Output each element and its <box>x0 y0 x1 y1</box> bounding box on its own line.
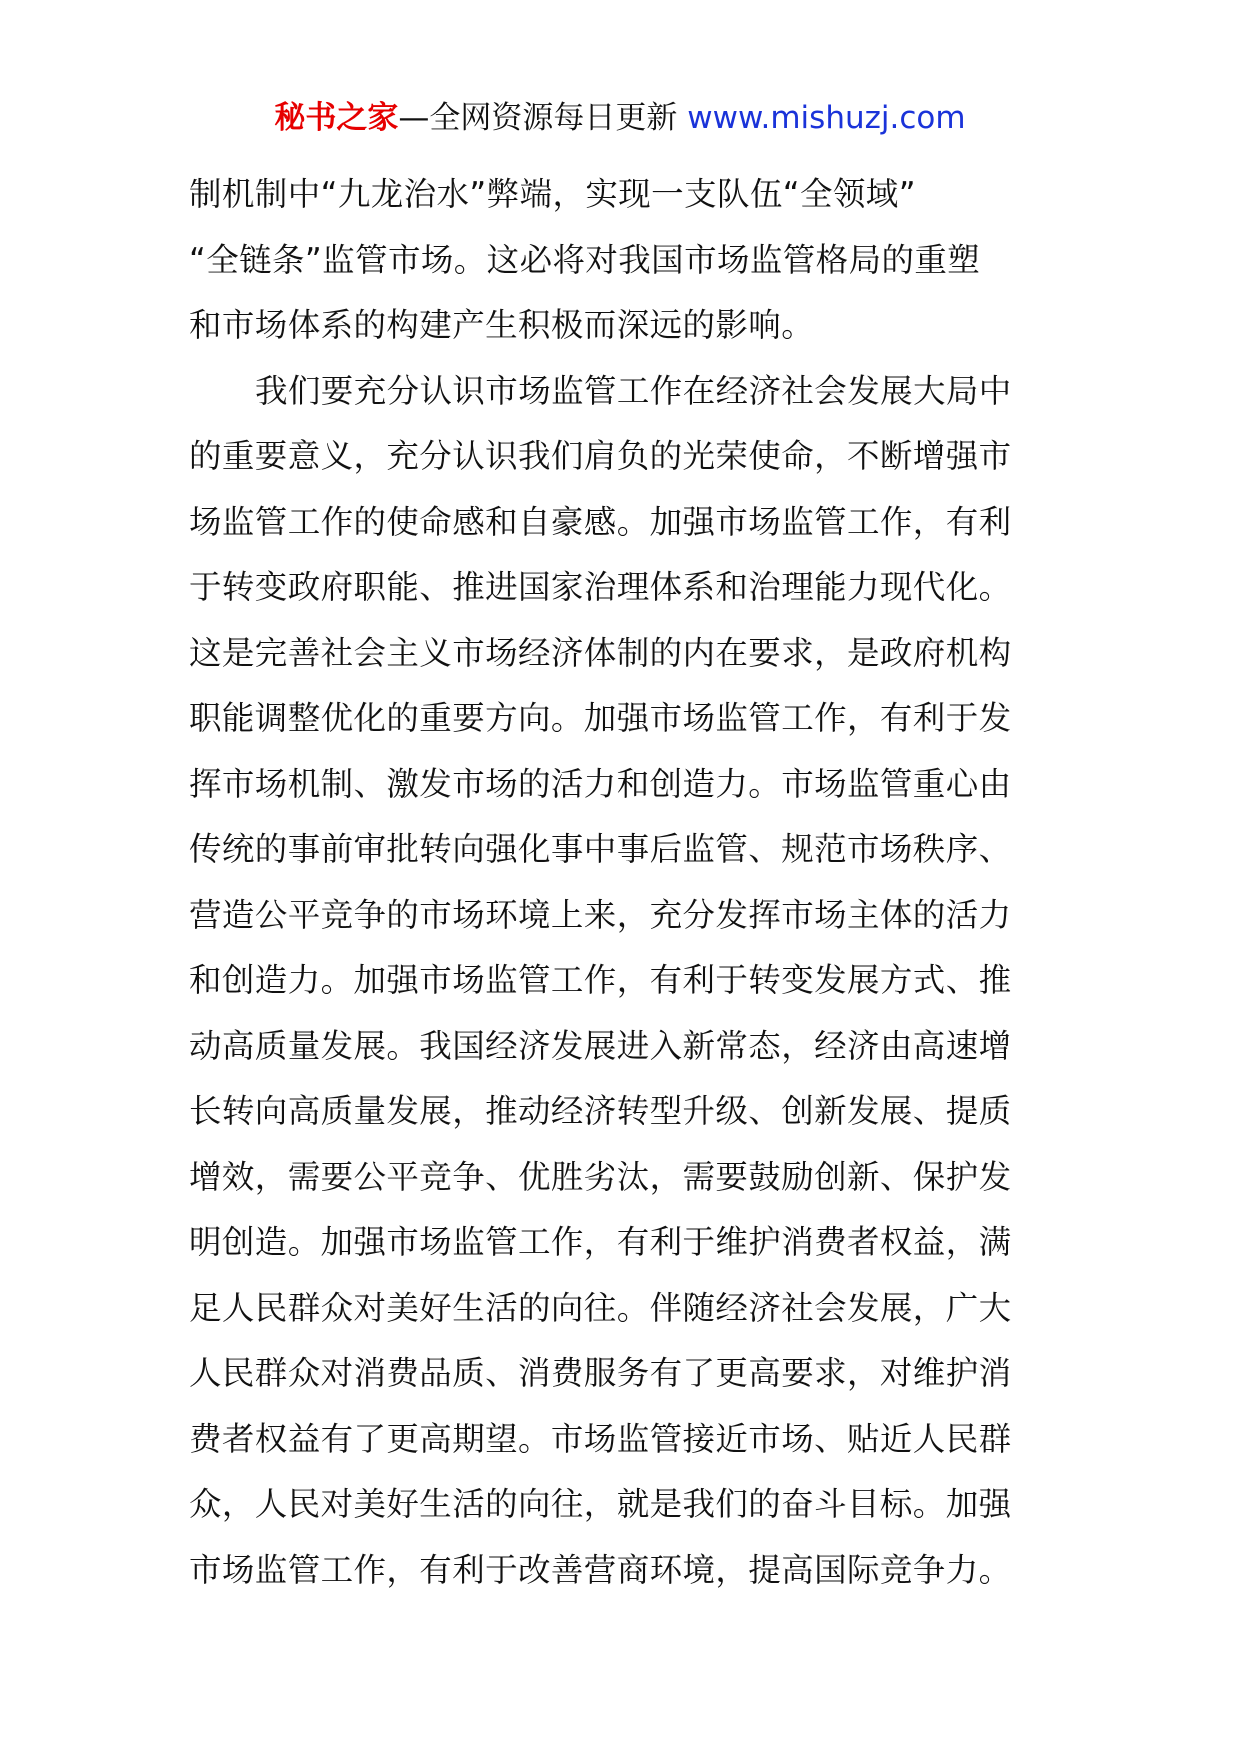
text-line: 挥市场机制、激发市场的活力和创造力。市场监管重心由 <box>189 764 1012 803</box>
text-line: 职能调整优化的重要方向。加强市场监管工作，有利于发 <box>189 699 1012 737</box>
header-url-link[interactable]: www.mishuzj.com <box>687 100 966 136</box>
header-tagline: —全网资源每日更新 <box>398 100 678 136</box>
page-header <box>0 96 1240 140</box>
text-line: 费者权益有了更高期望。市场监管接近市场、贴近人民群 <box>189 1419 1012 1458</box>
text-line: 足人民群众对美好生活的向往。伴随经济社会发展，广大 <box>189 1288 1012 1327</box>
paragraph-first-line: 我们要充分认识市场监管工作在经济社会发展大局中 <box>255 371 1012 410</box>
document-body <box>189 162 1061 1603</box>
text-line: 和创造力。加强市场监管工作，有利于转变发展方式、推 <box>189 961 1012 999</box>
text-line: 的重要意义，充分认识我们肩负的光荣使命，不断增强市 <box>189 437 1012 475</box>
text-line: 场监管工作的使命感和自豪感。加强市场监管工作，有利 <box>189 502 1012 541</box>
text-line: 明创造。加强市场监管工作，有利于维护消费者权益，满 <box>189 1223 1012 1261</box>
text-line: 长转向高质量发展，推动经济转型升级、创新发展、提质 <box>189 1092 1012 1130</box>
text-line: 和市场体系的构建产生积极而深远的影响。 <box>189 306 815 344</box>
text-line: 众，人民对美好生活的向往，就是我们的奋斗目标。加强 <box>189 1485 1012 1523</box>
text-line: 市场监管工作，有利于改善营商环境，提高国际竞争力。 <box>189 1550 1012 1589</box>
text-line: 动高质量发展。我国经济发展进入新常态，经济由高速增 <box>189 1026 1012 1065</box>
text-line: 这是完善社会主义市场经济体制的内在要求，是政府机构 <box>189 633 1012 672</box>
brand-name: 秘书之家 <box>274 100 399 136</box>
text-line: “全链条”监管市场。这必将对我国市场监管格局的重塑 <box>189 240 981 279</box>
text-line: 人民群众对消费品质、消费服务有了更高要求，对维护消 <box>189 1354 1012 1392</box>
text-line: 增效，需要公平竞争、优胜劣汰，需要鼓励创新、保护发 <box>189 1157 1012 1196</box>
text-line: 营造公平竞争的市场环境上来，充分发挥市场主体的活力 <box>189 895 1012 934</box>
text-line: 制机制中“九龙治水”弊端，实现一支队伍“全领域” <box>189 175 916 213</box>
text-line: 于转变政府职能、推进国家治理体系和治理能力现代化。 <box>189 568 1012 606</box>
text-line: 传统的事前审批转向强化事中事后监管、规范市场秩序、 <box>189 830 1012 868</box>
